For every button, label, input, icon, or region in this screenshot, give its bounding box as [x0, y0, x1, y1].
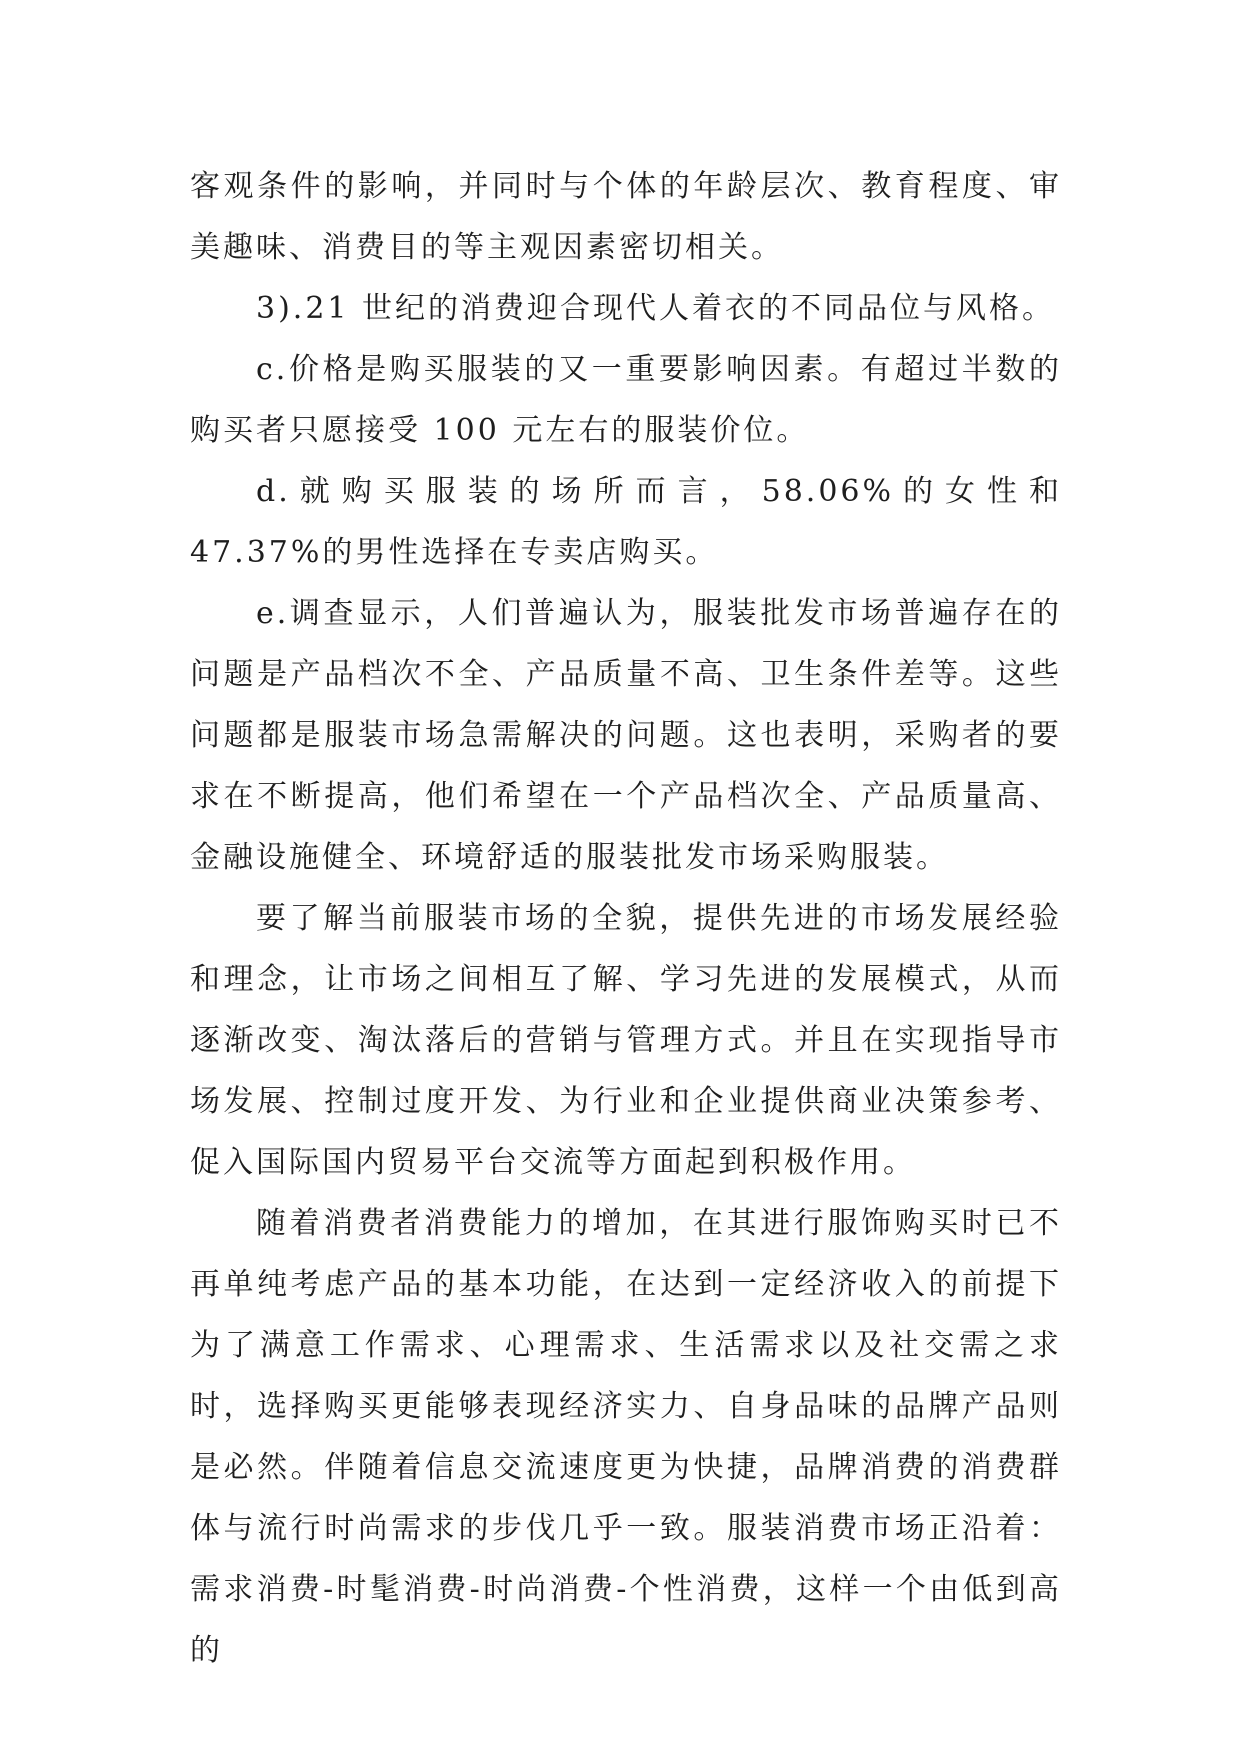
paragraph-point-3: 3).21 世纪的消费迎合现代人着衣的不同品位与风格。	[256, 291, 1056, 326]
paragraph-point-c: c.价格是购买服装的又一重要影响因素。有超过半数的购买者只愿接受 100 元左右的服装价位。	[190, 352, 1062, 448]
paragraph-market-overview: 要了解当前服装市场的全貌，提供先进的市场发展经验和理念，让市场之间相互了解、学习先进的发展模式，从而逐渐改变、淘汰落后的营销与管理方式。并且在实现指导市场发展、控制过度开发、为行业和企业提供商业决策参考、促入国际国内贸易平台交流等方面起到积极作用。	[190, 901, 1062, 1180]
document-body	[190, 156, 1062, 1681]
paragraph-point-d: d.就购买服装的场所而言，58.06%的女性和 47.37%的男性选择在专卖店购买。	[190, 474, 1062, 570]
paragraph-consumer-trend: 随着消费者消费能力的增加，在其进行服饰购买时已不再单纯考虑产品的基本功能，在达到一定经济收入的前提下为了满意工作需求、心理需求、生活需求以及社交需之求时，选择购买更能够表现经济实力、自身品味的品牌产品则是必然。伴随着信息交流速度更为快捷，品牌消费的消费群体与流行时尚需求的步伐几乎一致。服装消费市场正沿着：需求消费-时髦消费-时尚消费-个性消费，这样一个由低到高的	[190, 1206, 1062, 1668]
paragraph-point-e: e.调查显示，人们普遍认为，服装批发市场普遍存在的问题是产品档次不全、产品质量不高、卫生条件差等。这些问题都是服装市场急需解决的问题。这也表明，采购者的要求在不断提高，他们希望在一个产品档次全、产品质量高、金融设施健全、环境舒适的服装批发市场采购服装。	[190, 596, 1062, 875]
paragraph-continuation: 客观条件的影响，并同时与个体的年龄层次、教育程度、审美趣味、消费目的等主观因素密切相关。	[190, 169, 1062, 265]
